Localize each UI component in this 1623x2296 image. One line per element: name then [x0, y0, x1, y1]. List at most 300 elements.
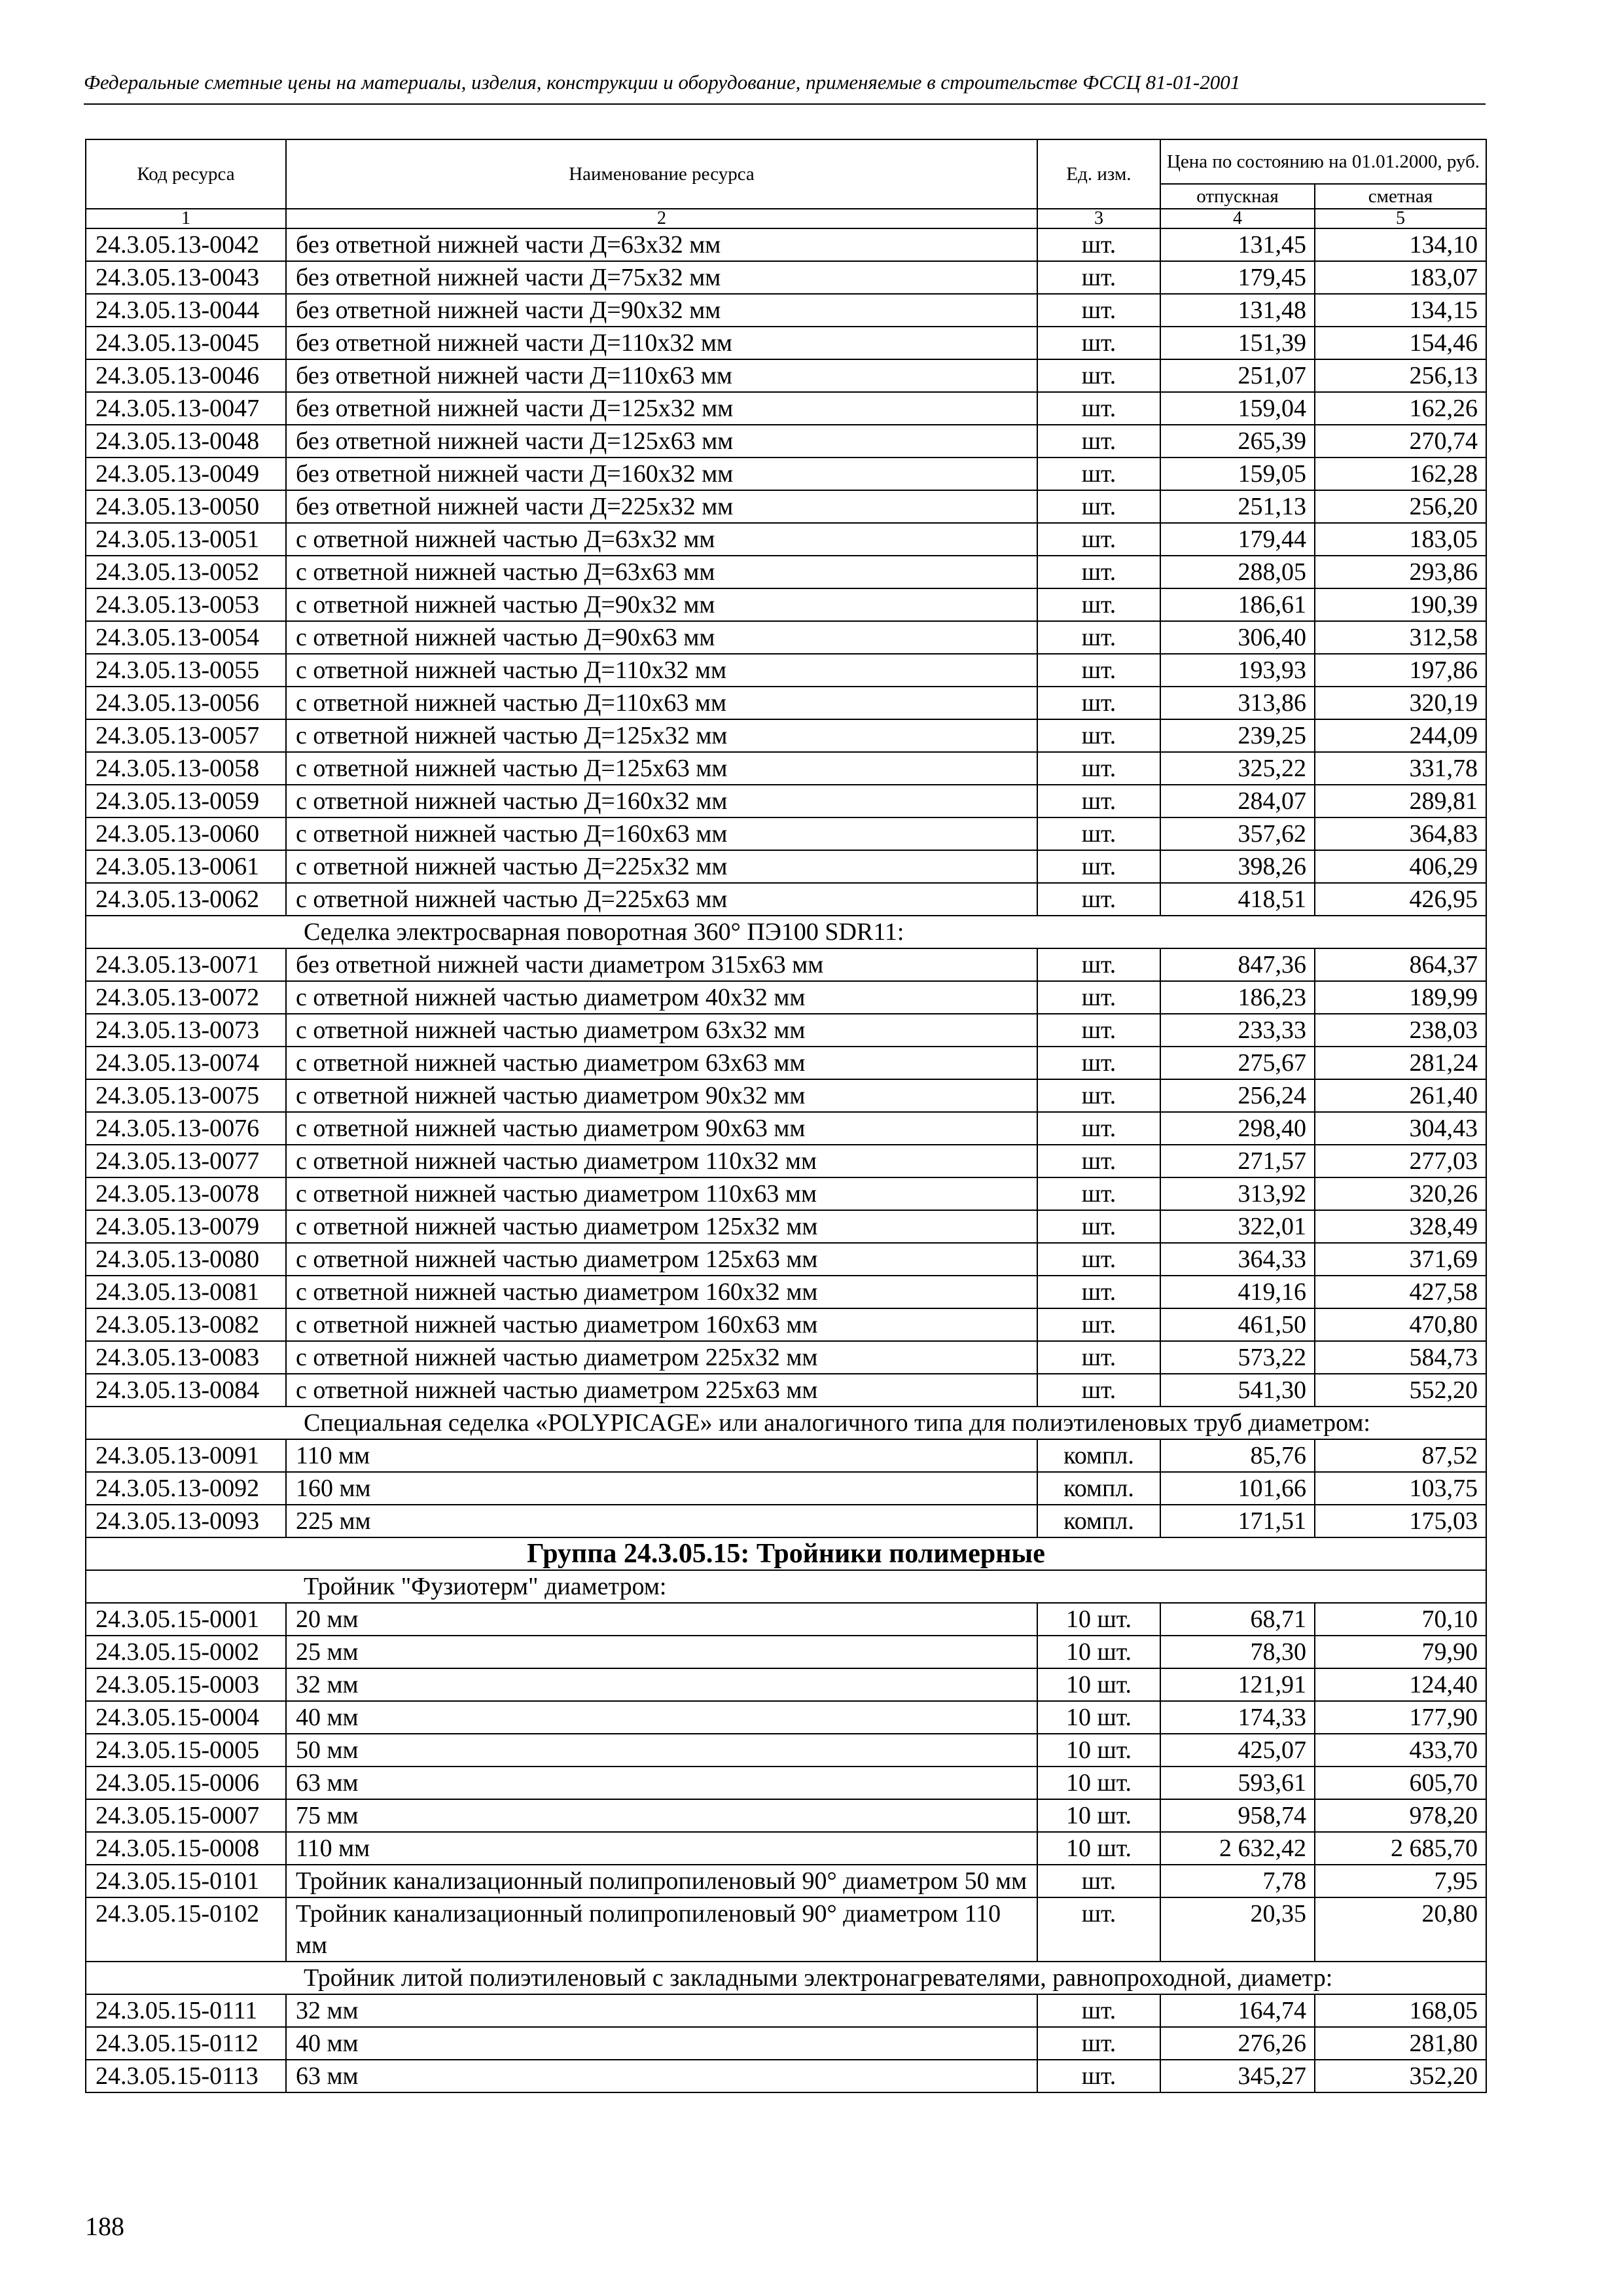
estimate-price: 162,26: [1315, 392, 1486, 425]
release-price: 151,39: [1160, 327, 1315, 359]
table-row: [86, 981, 1486, 1014]
resource-code: 24.3.05.13-0059: [86, 785, 286, 817]
release-price: 398,26: [1160, 850, 1315, 883]
unit: 10 шт.: [1037, 1701, 1160, 1734]
estimate-price: 244,09: [1315, 719, 1486, 752]
release-price: 171,51: [1160, 1505, 1315, 1537]
resource-code: 24.3.05.15-0101: [86, 1865, 286, 1897]
table-row: [86, 1145, 1486, 1177]
estimate-price: 364,83: [1315, 817, 1486, 850]
estimate-price: 256,20: [1315, 490, 1486, 523]
table-row: [86, 1505, 1486, 1537]
resource-code: 24.3.05.13-0053: [86, 588, 286, 621]
estimate-price: 2 685,70: [1315, 1832, 1486, 1865]
estimate-price: 177,90: [1315, 1701, 1486, 1734]
col-number-4: 4: [1160, 209, 1315, 228]
table-row: [86, 719, 1486, 752]
unit: шт.: [1037, 785, 1160, 817]
estimate-price: 864,37: [1315, 948, 1486, 981]
release-price: 131,45: [1160, 228, 1315, 261]
unit: 10 шт.: [1037, 1603, 1160, 1636]
release-price: 159,04: [1160, 392, 1315, 425]
resource-name: без ответной нижней части Д=110х63 мм: [286, 359, 1037, 392]
unit: шт.: [1037, 981, 1160, 1014]
subheading-row: [86, 916, 1486, 948]
estimate-price: 328,49: [1315, 1210, 1486, 1243]
resource-name: 32 мм: [286, 1994, 1037, 2027]
table-row: [86, 948, 1486, 981]
unit: шт.: [1037, 1014, 1160, 1047]
resource-code: 24.3.05.13-0082: [86, 1308, 286, 1341]
resource-name: 40 мм: [286, 2027, 1037, 2060]
resource-name: Тройник канализационный полипропиленовый 90° диаметром 110 мм: [286, 1897, 1037, 1962]
resource-code: 24.3.05.13-0079: [86, 1210, 286, 1243]
unit: 10 шт.: [1037, 1734, 1160, 1767]
table-row: [86, 1734, 1486, 1767]
resource-name: с ответной нижней частью диаметром 225х32 мм: [286, 1341, 1037, 1374]
release-price: 345,27: [1160, 2060, 1315, 2092]
resource-code: 24.3.05.15-0003: [86, 1668, 286, 1701]
estimate-price: 320,26: [1315, 1177, 1486, 1210]
release-price: 251,07: [1160, 359, 1315, 392]
resource-code: 24.3.05.13-0055: [86, 654, 286, 687]
release-price: 164,74: [1160, 1994, 1315, 2027]
unit: шт.: [1037, 817, 1160, 850]
resource-name: без ответной нижней части Д=225х32 мм: [286, 490, 1037, 523]
resource-name: 40 мм: [286, 1701, 1037, 1734]
resource-name: 225 мм: [286, 1505, 1037, 1537]
unit: шт.: [1037, 719, 1160, 752]
release-price: 159,05: [1160, 457, 1315, 490]
release-price: 239,25: [1160, 719, 1315, 752]
resource-code: 24.3.05.13-0073: [86, 1014, 286, 1047]
subheading-text: Тройник литой полиэтиленовый с закладными электронагревателями, равнопроходной, диаметр:: [304, 1964, 1333, 1992]
resource-name: с ответной нижней частью диаметром 125х32 мм: [286, 1210, 1037, 1243]
release-price: 313,92: [1160, 1177, 1315, 1210]
col-number-1: 1: [86, 209, 286, 228]
resource-name: с ответной нижней частью Д=225х63 мм: [286, 883, 1037, 916]
resource-code: 24.3.05.13-0056: [86, 687, 286, 719]
table-row: [86, 2060, 1486, 2092]
resource-name: с ответной нижней частью диаметром 110х32 мм: [286, 1145, 1037, 1177]
release-price: 461,50: [1160, 1308, 1315, 1341]
release-price: 271,57: [1160, 1145, 1315, 1177]
unit: шт.: [1037, 2027, 1160, 2060]
unit: шт.: [1037, 752, 1160, 785]
release-price: 593,61: [1160, 1767, 1315, 1799]
resource-code: 24.3.05.13-0092: [86, 1472, 286, 1505]
resource-name: 50 мм: [286, 1734, 1037, 1767]
col-price-header: Цена по состоянию на 01.01.2000, руб.: [1160, 139, 1486, 184]
release-price: 256,24: [1160, 1079, 1315, 1112]
resource-code: 24.3.05.15-0005: [86, 1734, 286, 1767]
release-price: 418,51: [1160, 883, 1315, 916]
release-price: 541,30: [1160, 1374, 1315, 1407]
resource-code: 24.3.05.13-0047: [86, 392, 286, 425]
table-row: [86, 1865, 1486, 1897]
resource-name: с ответной нижней частью диаметром 63х63 мм: [286, 1047, 1037, 1079]
col-code-header: Код ресурса: [86, 139, 286, 209]
resource-code: 24.3.05.13-0051: [86, 523, 286, 556]
table-row: [86, 261, 1486, 294]
subheading-cell: [86, 916, 1486, 948]
estimate-price: 371,69: [1315, 1243, 1486, 1276]
table-row: [86, 1668, 1486, 1701]
table-row: [86, 1799, 1486, 1832]
unit: шт.: [1037, 1047, 1160, 1079]
estimate-price: 190,39: [1315, 588, 1486, 621]
estimate-price: 978,20: [1315, 1799, 1486, 1832]
col-number-2: 2: [286, 209, 1037, 228]
estimate-price: 183,07: [1315, 261, 1486, 294]
table-row: [86, 817, 1486, 850]
estimate-price: 162,28: [1315, 457, 1486, 490]
unit: шт.: [1037, 359, 1160, 392]
unit: шт.: [1037, 1243, 1160, 1276]
resource-code: 24.3.05.13-0077: [86, 1145, 286, 1177]
col-number-5: 5: [1315, 209, 1486, 228]
estimate-price: 304,43: [1315, 1112, 1486, 1145]
resource-name: Тройник канализационный полипропиленовый 90° диаметром 50 мм: [286, 1865, 1037, 1897]
resource-name: без ответной нижней части Д=110х32 мм: [286, 327, 1037, 359]
unit: 10 шт.: [1037, 1668, 1160, 1701]
resource-name: с ответной нижней частью Д=125х63 мм: [286, 752, 1037, 785]
table-row: [86, 687, 1486, 719]
unit: шт.: [1037, 457, 1160, 490]
unit: шт.: [1037, 687, 1160, 719]
subheading-cell: [86, 1407, 1486, 1439]
resource-code: 24.3.05.13-0052: [86, 556, 286, 588]
unit: шт.: [1037, 1374, 1160, 1407]
unit: шт.: [1037, 425, 1160, 457]
resource-code: 24.3.05.13-0054: [86, 621, 286, 654]
subheading-text: Тройник "Фузиотерм" диаметром:: [304, 1573, 667, 1600]
release-price: 78,30: [1160, 1636, 1315, 1668]
unit: шт.: [1037, 327, 1160, 359]
estimate-price: 277,03: [1315, 1145, 1486, 1177]
unit: компл.: [1037, 1439, 1160, 1472]
table-row: [86, 1210, 1486, 1243]
table-row: [86, 621, 1486, 654]
col-name-header: Наименование ресурса: [286, 139, 1037, 209]
release-price: 233,33: [1160, 1014, 1315, 1047]
table-row: [86, 1374, 1486, 1407]
resource-name: с ответной нижней частью диаметром 110х63 мм: [286, 1177, 1037, 1210]
resource-name: без ответной нижней части диаметром 315х63 мм: [286, 948, 1037, 981]
resource-code: 24.3.05.13-0074: [86, 1047, 286, 1079]
subheading-cell: [86, 1962, 1486, 1994]
release-price: 425,07: [1160, 1734, 1315, 1767]
estimate-price: 281,24: [1315, 1047, 1486, 1079]
resource-code: 24.3.05.13-0057: [86, 719, 286, 752]
resource-code: 24.3.05.13-0083: [86, 1341, 286, 1374]
resource-code: 24.3.05.13-0049: [86, 457, 286, 490]
table-row: [86, 883, 1486, 916]
release-price: 313,86: [1160, 687, 1315, 719]
unit: шт.: [1037, 850, 1160, 883]
table-row: [86, 392, 1486, 425]
table-row: [86, 1079, 1486, 1112]
estimate-price: 426,95: [1315, 883, 1486, 916]
estimate-price: 312,58: [1315, 621, 1486, 654]
unit: шт.: [1037, 1897, 1160, 1962]
estimate-price: 87,52: [1315, 1439, 1486, 1472]
release-price: 186,23: [1160, 981, 1315, 1014]
resource-code: 24.3.05.13-0080: [86, 1243, 286, 1276]
estimate-price: 433,70: [1315, 1734, 1486, 1767]
resource-name: с ответной нижней частью диаметром 63х32 мм: [286, 1014, 1037, 1047]
table-row: [86, 1014, 1486, 1047]
table-row: [86, 359, 1486, 392]
table-row: [86, 327, 1486, 359]
release-price: 251,13: [1160, 490, 1315, 523]
release-price: 357,62: [1160, 817, 1315, 850]
resource-code: 24.3.05.13-0042: [86, 228, 286, 261]
subheading-row: [86, 1570, 1486, 1603]
estimate-price: 7,95: [1315, 1865, 1486, 1897]
resource-name: без ответной нижней части Д=160х32 мм: [286, 457, 1037, 490]
resource-name: без ответной нижней части Д=125х63 мм: [286, 425, 1037, 457]
resource-name: с ответной нижней частью Д=110х32 мм: [286, 654, 1037, 687]
estimate-price: 406,29: [1315, 850, 1486, 883]
col-unit-header: Ед. изм.: [1037, 139, 1160, 209]
unit: шт.: [1037, 523, 1160, 556]
unit: шт.: [1037, 1177, 1160, 1210]
header-rule: [84, 103, 1486, 105]
resource-code: 24.3.05.13-0081: [86, 1276, 286, 1308]
release-price: 85,76: [1160, 1439, 1315, 1472]
group-heading-row: [86, 1537, 1486, 1570]
resource-name: 20 мм: [286, 1603, 1037, 1636]
release-price: 20,35: [1160, 1897, 1315, 1962]
table-row: [86, 1243, 1486, 1276]
unit: шт.: [1037, 588, 1160, 621]
col-number-3: 3: [1037, 209, 1160, 228]
resource-name: без ответной нижней части Д=75х32 мм: [286, 261, 1037, 294]
table-row: [86, 1276, 1486, 1308]
release-price: 121,91: [1160, 1668, 1315, 1701]
table-row: [86, 1112, 1486, 1145]
resource-name: 110 мм: [286, 1832, 1037, 1865]
table-row: [86, 457, 1486, 490]
release-price: 179,44: [1160, 523, 1315, 556]
resource-name: с ответной нижней частью Д=63х32 мм: [286, 523, 1037, 556]
unit: шт.: [1037, 1994, 1160, 2027]
resource-name: с ответной нижней частью Д=160х32 мм: [286, 785, 1037, 817]
table-row: [86, 1701, 1486, 1734]
resource-name: 75 мм: [286, 1799, 1037, 1832]
resource-name: без ответной нижней части Д=90х32 мм: [286, 294, 1037, 327]
resource-code: 24.3.05.13-0091: [86, 1439, 286, 1472]
table-row: [86, 228, 1486, 261]
resource-name: с ответной нижней частью Д=225х32 мм: [286, 850, 1037, 883]
release-price: 193,93: [1160, 654, 1315, 687]
resource-code: 24.3.05.15-0111: [86, 1994, 286, 2027]
resource-name: с ответной нижней частью диаметром 90х32 мм: [286, 1079, 1037, 1112]
release-price: 847,36: [1160, 948, 1315, 981]
resource-code: 24.3.05.13-0045: [86, 327, 286, 359]
estimate-price: 124,40: [1315, 1668, 1486, 1701]
release-price: 131,48: [1160, 294, 1315, 327]
resource-code: 24.3.05.13-0061: [86, 850, 286, 883]
estimate-price: 320,19: [1315, 687, 1486, 719]
table-row: [86, 2027, 1486, 2060]
resource-code: 24.3.05.13-0076: [86, 1112, 286, 1145]
release-price: 68,71: [1160, 1603, 1315, 1636]
resource-code: 24.3.05.13-0048: [86, 425, 286, 457]
release-price: 276,26: [1160, 2027, 1315, 2060]
resource-name: 110 мм: [286, 1439, 1037, 1472]
estimate-price: 134,10: [1315, 228, 1486, 261]
resource-code: 24.3.05.13-0071: [86, 948, 286, 981]
subheading-cell: [86, 1570, 1486, 1603]
table-row: [86, 752, 1486, 785]
resource-code: 24.3.05.15-0002: [86, 1636, 286, 1668]
col-release-header: отпускная: [1160, 184, 1315, 209]
resource-name: с ответной нижней частью диаметром 90х63 мм: [286, 1112, 1037, 1145]
resource-name: без ответной нижней части Д=125х32 мм: [286, 392, 1037, 425]
resource-name: без ответной нижней части Д=63х32 мм: [286, 228, 1037, 261]
estimate-price: 20,80: [1315, 1897, 1486, 1962]
subheading-row: [86, 1407, 1486, 1439]
resource-name: 32 мм: [286, 1668, 1037, 1701]
unit: шт.: [1037, 883, 1160, 916]
estimate-price: 552,20: [1315, 1374, 1486, 1407]
resource-name: с ответной нижней частью Д=160х63 мм: [286, 817, 1037, 850]
table-row: [86, 1308, 1486, 1341]
table-row: [86, 1177, 1486, 1210]
release-price: 322,01: [1160, 1210, 1315, 1243]
table-row: [86, 490, 1486, 523]
release-price: 179,45: [1160, 261, 1315, 294]
unit: шт.: [1037, 654, 1160, 687]
resource-code: 24.3.05.13-0062: [86, 883, 286, 916]
estimate-price: 281,80: [1315, 2027, 1486, 2060]
estimate-price: 427,58: [1315, 1276, 1486, 1308]
estimate-price: 168,05: [1315, 1994, 1486, 2027]
resource-name: 160 мм: [286, 1472, 1037, 1505]
resource-name: 63 мм: [286, 2060, 1037, 2092]
release-price: 958,74: [1160, 1799, 1315, 1832]
resource-name: с ответной нижней частью диаметром 160х32 мм: [286, 1276, 1037, 1308]
resource-code: 24.3.05.13-0058: [86, 752, 286, 785]
release-price: 573,22: [1160, 1341, 1315, 1374]
unit: шт.: [1037, 1112, 1160, 1145]
col-estimate-header: сметная: [1315, 184, 1486, 209]
unit: шт.: [1037, 490, 1160, 523]
resource-code: 24.3.05.13-0044: [86, 294, 286, 327]
resource-code: 24.3.05.15-0113: [86, 2060, 286, 2092]
table-row: [86, 1603, 1486, 1636]
resource-name: с ответной нижней частью Д=90х63 мм: [286, 621, 1037, 654]
unit: 10 шт.: [1037, 1799, 1160, 1832]
unit: шт.: [1037, 2060, 1160, 2092]
estimate-price: 175,03: [1315, 1505, 1486, 1537]
release-price: 325,22: [1160, 752, 1315, 785]
table-body: [86, 228, 1486, 2092]
estimate-price: 293,86: [1315, 556, 1486, 588]
unit: шт.: [1037, 294, 1160, 327]
resource-code: 24.3.05.15-0004: [86, 1701, 286, 1734]
table-row: [86, 1832, 1486, 1865]
table-row: [86, 1341, 1486, 1374]
release-price: 275,67: [1160, 1047, 1315, 1079]
release-price: 265,39: [1160, 425, 1315, 457]
table-row: [86, 523, 1486, 556]
unit: шт.: [1037, 1145, 1160, 1177]
resource-name: с ответной нижней частью диаметром 40х32 мм: [286, 981, 1037, 1014]
estimate-price: 189,99: [1315, 981, 1486, 1014]
resource-code: 24.3.05.13-0093: [86, 1505, 286, 1537]
estimate-price: 270,74: [1315, 425, 1486, 457]
table-row: [86, 654, 1486, 687]
resource-code: 24.3.05.15-0001: [86, 1603, 286, 1636]
estimate-price: 261,40: [1315, 1079, 1486, 1112]
table-row: [86, 1897, 1486, 1962]
release-price: 306,40: [1160, 621, 1315, 654]
estimate-price: 134,15: [1315, 294, 1486, 327]
resource-name: с ответной нижней частью диаметром 125х63 мм: [286, 1243, 1037, 1276]
resource-code: 24.3.05.15-0008: [86, 1832, 286, 1865]
release-price: 2 632,42: [1160, 1832, 1315, 1865]
release-price: 101,66: [1160, 1472, 1315, 1505]
resource-code: 24.3.05.13-0075: [86, 1079, 286, 1112]
estimate-price: 183,05: [1315, 523, 1486, 556]
release-price: 174,33: [1160, 1701, 1315, 1734]
table-row: [86, 1767, 1486, 1799]
resource-code: 24.3.05.15-0112: [86, 2027, 286, 2060]
resource-name: с ответной нижней частью диаметром 225х63 мм: [286, 1374, 1037, 1407]
table-row: [86, 785, 1486, 817]
table-row: [86, 1439, 1486, 1472]
estimate-price: 103,75: [1315, 1472, 1486, 1505]
table-row: [86, 1994, 1486, 2027]
resource-name: с ответной нижней частью Д=125х32 мм: [286, 719, 1037, 752]
table-header: [86, 139, 1486, 228]
unit: шт.: [1037, 948, 1160, 981]
resource-code: 24.3.05.15-0006: [86, 1767, 286, 1799]
unit: компл.: [1037, 1472, 1160, 1505]
table-row: [86, 1636, 1486, 1668]
estimate-price: 197,86: [1315, 654, 1486, 687]
estimate-price: 238,03: [1315, 1014, 1486, 1047]
table-row: [86, 588, 1486, 621]
unit: шт.: [1037, 228, 1160, 261]
estimate-price: 70,10: [1315, 1603, 1486, 1636]
unit: 10 шт.: [1037, 1636, 1160, 1668]
resource-name: с ответной нижней частью диаметром 160х63 мм: [286, 1308, 1037, 1341]
resource-code: 24.3.05.13-0078: [86, 1177, 286, 1210]
table-row: [86, 556, 1486, 588]
resource-code: 24.3.05.15-0007: [86, 1799, 286, 1832]
resource-code: 24.3.05.13-0084: [86, 1374, 286, 1407]
estimate-price: 605,70: [1315, 1767, 1486, 1799]
estimate-price: 256,13: [1315, 359, 1486, 392]
resource-name: с ответной нижней частью Д=63х63 мм: [286, 556, 1037, 588]
release-price: 364,33: [1160, 1243, 1315, 1276]
unit: шт.: [1037, 1341, 1160, 1374]
table-row: [86, 294, 1486, 327]
unit: 10 шт.: [1037, 1767, 1160, 1799]
table-row: [86, 425, 1486, 457]
resource-code: 24.3.05.13-0043: [86, 261, 286, 294]
release-price: 419,16: [1160, 1276, 1315, 1308]
estimate-price: 584,73: [1315, 1341, 1486, 1374]
table-row: [86, 850, 1486, 883]
resource-name: с ответной нижней частью Д=90х32 мм: [286, 588, 1037, 621]
estimate-price: 79,90: [1315, 1636, 1486, 1668]
estimate-price: 331,78: [1315, 752, 1486, 785]
